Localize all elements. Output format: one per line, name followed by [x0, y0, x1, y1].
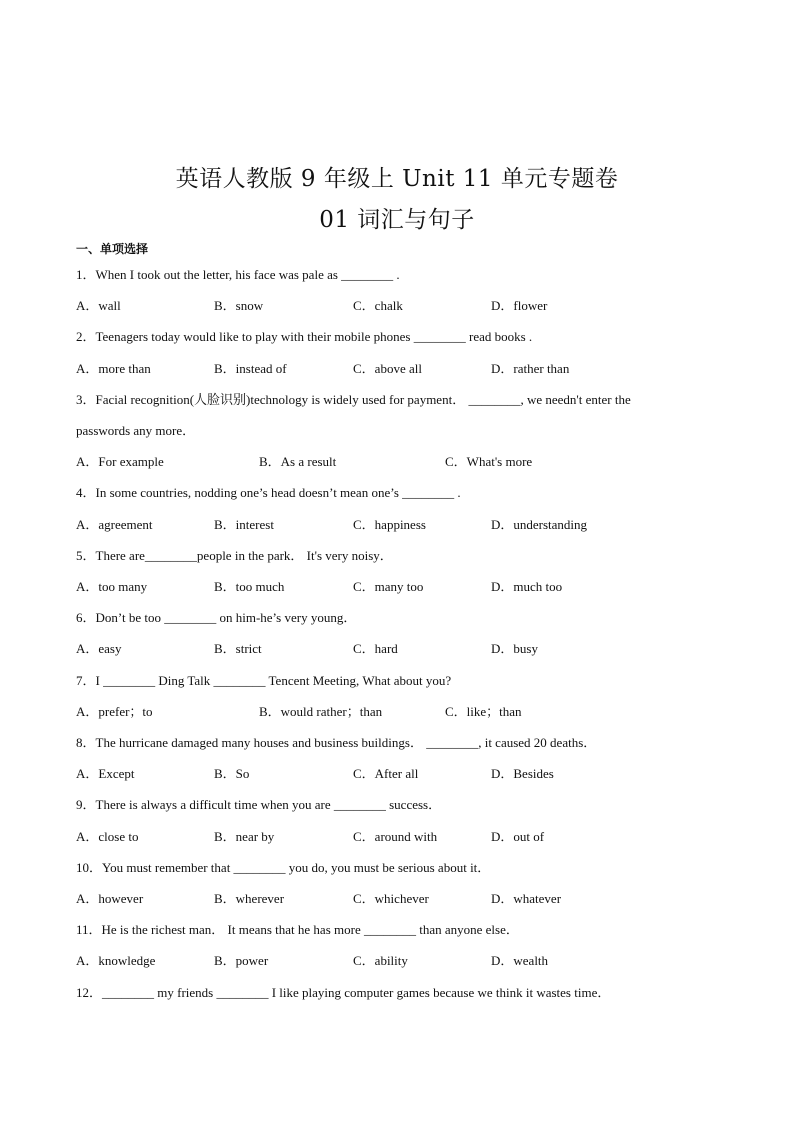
question-2-option-d: D．rather than: [491, 360, 570, 376]
section-heading: 一、单项选择: [76, 242, 149, 256]
question-8-option-a: A．Except: [76, 766, 135, 782]
question-5-option-a: A．too many: [76, 579, 148, 594]
question-4-text: 4．In some countries, nodding one’s head doesn’t mean one’s ________ .: [76, 485, 461, 501]
question-1-option-c: C．chalk: [353, 298, 403, 314]
question-5-option-c: C．many too: [353, 579, 424, 594]
question-9-option-a: A．close to: [76, 828, 139, 844]
question-9-text: 9．There is always a difficult time when you are ________ success．: [76, 797, 442, 813]
question-4-option-d: D．understanding: [491, 516, 588, 532]
question-2-option-b: B．instead of: [214, 360, 287, 376]
question-11-option-a: A．knowledge: [76, 953, 156, 969]
question-10-option-a: A．however: [76, 891, 144, 906]
question-3-option-a: A．For example: [76, 454, 164, 470]
question-7-option-c: C．like；than: [445, 703, 522, 719]
question-1-option-a: A．wall: [76, 298, 121, 314]
question-3-option-c: C．What's more: [445, 454, 533, 470]
question-4-option-b: B．interest: [214, 516, 274, 532]
question-8-option-d: D．Besides: [491, 766, 554, 782]
question-11-option-b: B．power: [214, 953, 269, 969]
question-11-text: 11．He is the richest man． It means that he has more ________ than anyone else．: [76, 922, 519, 938]
question-8-text: 8．The hurricane damaged many houses and business buildings． ________, it caused 20 deaths．: [76, 735, 597, 750]
question-11-option-c: C．ability: [353, 953, 408, 969]
question-6-option-a: A．easy: [76, 641, 122, 657]
question-11-option-d: D．wealth: [491, 953, 549, 969]
question-10-option-c: C．whichever: [353, 891, 429, 906]
question-1-text: 1．When I took out the letter, his face was pale as ________ .: [76, 267, 400, 282]
question-2-option-c: C．above all: [353, 360, 422, 376]
question-5-text: 5．There are________people in the park． It's very noisy．: [76, 547, 393, 563]
question-4-option-c: C．happiness: [353, 516, 426, 532]
question-5-option-d: D．much too: [491, 579, 563, 594]
question-8-option-b: B．So: [214, 766, 250, 782]
question-4-option-a: A．agreement: [76, 516, 153, 532]
question-6-text: 6．Don’t be too ________ on him-he’s very young．: [76, 610, 357, 626]
question-6-option-d: D．busy: [491, 641, 538, 657]
question-9-option-b: B．near by: [214, 828, 275, 844]
question-2-text: 2．Teenagers today would like to play with their mobile phones ________ read books .: [76, 329, 533, 345]
question-1-option-d: D．flower: [491, 298, 548, 314]
question-8-option-c: C．After all: [353, 766, 419, 782]
question-10-option-d: D．whatever: [491, 891, 562, 906]
question-3-text: 3．Facial recognition(人脸识别)technology is widely used for payment． ________, we needn't enter the: [76, 391, 631, 407]
question-6-option-c: C．hard: [353, 641, 398, 657]
question-5-option-b: B．too much: [214, 579, 285, 594]
question-9-option-c: C．around with: [353, 828, 438, 844]
question-12-text: 12．________ my friends ________ I like playing computer games because we think it wastes time．: [76, 984, 611, 1000]
question-9-option-d: D．out of: [491, 828, 545, 844]
question-10-text: 10．You must remember that ________ you do, you must be serious about it．: [76, 859, 491, 875]
question-3-option-b: B．As a result: [259, 454, 337, 470]
question-6-option-b: B．strict: [214, 641, 262, 657]
question-1-option-b: B．snow: [214, 298, 264, 314]
question-7-option-a: A．prefer；to: [76, 703, 153, 719]
page-subtitle: 01 词汇与句子: [319, 207, 475, 233]
question-7-text: 7．I ________ Ding Talk ________ Tencent Meeting, What about you?: [76, 672, 452, 688]
page-title: 英语人教版 9 年级上 Unit 11 单元专题卷: [175, 166, 619, 192]
question-3-text: passwords any more．: [76, 423, 196, 438]
question-7-option-b: B．would rather；than: [259, 703, 383, 719]
question-10-option-b: B．wherever: [214, 891, 285, 906]
question-2-option-a: A．more than: [76, 360, 151, 376]
